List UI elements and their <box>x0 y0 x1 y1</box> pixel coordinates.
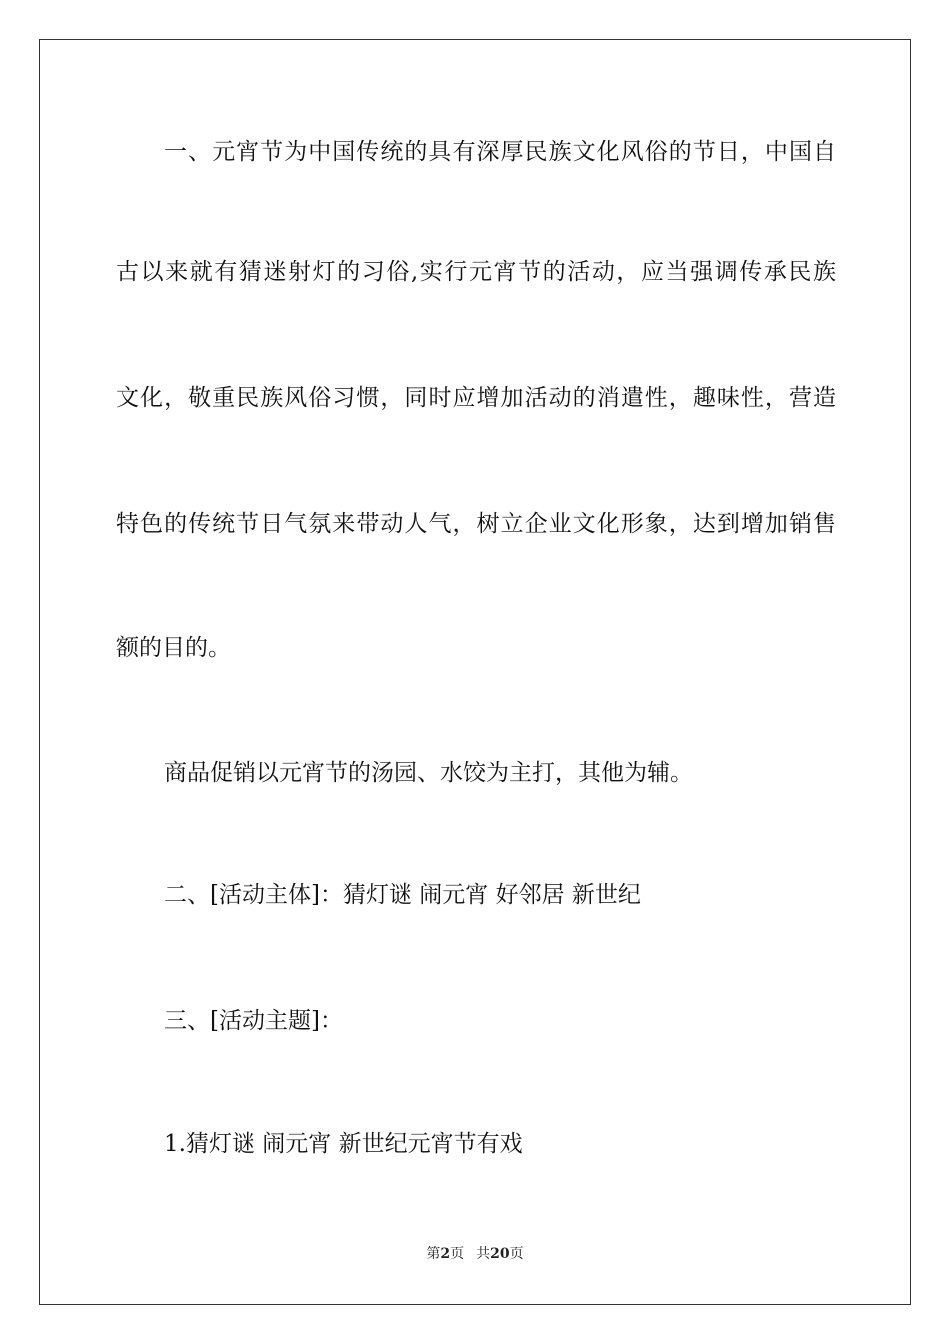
footer-page-number: 2 <box>440 1246 451 1262</box>
paragraph-1-line-2: 古以来就有猜迷射灯的习俗,实行元宵节的活动，应当强调传承民族 <box>116 259 836 285</box>
page-border <box>39 39 911 1305</box>
footer-total-pages: 20 <box>490 1246 510 1262</box>
paragraph-1-line-5: 额的目的。 <box>116 635 231 661</box>
footer-total-prefix: 共 <box>476 1246 491 1262</box>
paragraph-2: 商品促销以元宵节的汤园、水饺为主打，其他为辅。 <box>164 760 693 786</box>
footer-page-suffix: 页 <box>450 1246 465 1262</box>
list-item-1: 1.猜灯谜 闹元宵 新世纪元宵节有戏 <box>164 1131 523 1157</box>
section-2-heading: 二、[活动主体]：猜灯谜 闹元宵 好邻居 新世纪 <box>164 882 641 908</box>
paragraph-1-line-4: 特色的传统节日气氛来带动人气，树立企业文化形象，达到增加销售 <box>116 511 836 537</box>
paragraph-1-line-1: 一、元宵节为中国传统的具有深厚民族文化风俗的节日，中国自 <box>164 139 836 165</box>
page-footer <box>0 1244 950 1264</box>
section-3-heading: 三、[活动主题]： <box>164 1008 343 1034</box>
paragraph-1-line-3: 文化，敬重民族风俗习惯，同时应增加活动的消遣性，趣味性，营造 <box>116 385 836 411</box>
footer-total-suffix: 页 <box>509 1246 524 1262</box>
footer-page-prefix: 第 <box>426 1246 441 1262</box>
